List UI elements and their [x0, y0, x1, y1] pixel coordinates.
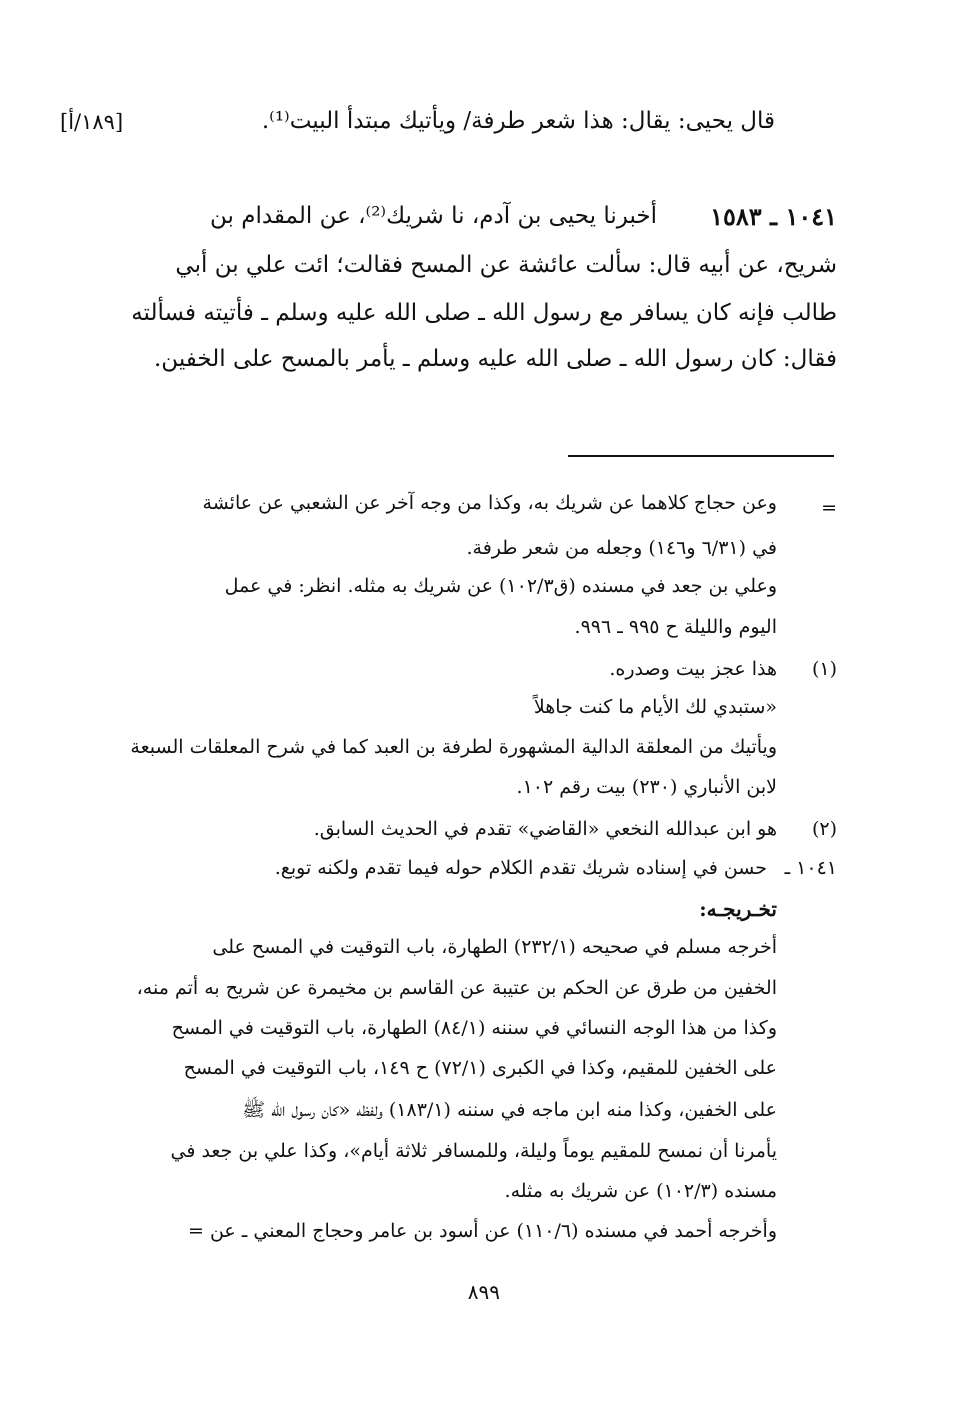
page-number: ٨٩٩: [467, 1280, 500, 1304]
continuation-line-3: وعلي بن جعد في مسنده (ق١٠٢/٣) عن شريك به مثله. انظر: في عمل: [224, 575, 777, 597]
takhrij-line-8: وأخرجه أحمد في مسنده (١١٠/٦) عن أسود بن عامر وحجاج المعني ـ عن =: [187, 1220, 777, 1242]
footnote-1-line-1: هذا عجز بيت وصدره.: [609, 658, 777, 680]
hadith-line-1: أخبرنا يحيى بن آدم، نا شريك⁽²⁾، عن المقدام بن: [210, 203, 657, 229]
hadith-line-4: فقال: كان رسول الله ـ صلى الله عليه وسلم ـ يأمر بالمسح على الخفين.: [154, 346, 837, 372]
takhrij-heading: تخـريجـه:: [699, 897, 777, 921]
footnote-1-line-4: لابن الأنباري (٢٣٠) بيت رقم ١٠٢.: [516, 776, 777, 798]
takhrij-line-5: على الخفين، وكذا منه ابن ماجه في سننه (١٨٣/١) ولفظه «كان رسول الله ﷺ: [242, 1099, 777, 1121]
footnote-separator: [568, 455, 834, 457]
running-header: قال يحيى: يقال: هذا شعر طرفة/ ويأتيك مبتدأ البيت⁽¹⁾.: [261, 108, 775, 134]
footnote-1-line-2: «ستبدي لك الأيام ما كنت جاهلاً: [533, 696, 777, 718]
footnote-2-text: هو ابن عبدالله النخعي «القاضي» تقدم في الحديث السابق.: [313, 818, 777, 840]
grading-text: حسن في إسناده شريك تقدم الكلام حوله فيما تقدم ولكنه توبع.: [274, 857, 767, 879]
takhrij-line-4: على الخفين للمقيم، وكذا في الكبرى (٧٢/١) ح ١٤٩، باب التوقيت في المسح: [183, 1057, 777, 1079]
hadith-number: ١٠٤١ ـ ١٥٨٣: [710, 202, 837, 231]
continuation-line-4: اليوم والليلة ح ٩٩٥ ـ ٩٩٦.: [574, 616, 777, 638]
takhrij-line-3: وكذا من هذا الوجه النسائي في سننه (٨٤/١) الطهارة، باب التوقيت في المسح: [171, 1017, 777, 1039]
continuation-marker: =: [821, 497, 837, 519]
continuation-line-2: في (٦/٣١ و١٤٦) وجعله من شعر طرفة.: [466, 537, 777, 559]
takhrij-line-1: أخرجه مسلم في صحيحه (٢٣٢/١) الطهارة، باب التوقيت في المسح على: [212, 936, 777, 958]
takhrij-line-7: مسنده (١٠٢/٣) عن شريك به مثله.: [504, 1180, 777, 1202]
footnote-1-line-3: ويأتيك من المعلقة الدالية المشهورة لطرفة بن العبد كما في شرح المعلقات السبعة: [130, 736, 777, 758]
grading-number: ١٠٤١ ـ: [784, 857, 837, 879]
footnote-2-marker: (٢): [811, 818, 837, 840]
footnote-1-marker: (١): [811, 658, 837, 680]
hadith-line-2: شريح، عن أبيه قال: سألت عائشة عن المسح فقالت؛ ائت علي بن أبي: [175, 252, 837, 278]
continuation-line-1: وعن حجاج كلاهما عن شريك به، وكذا من وجه آخر عن الشعبي عن عائشة: [202, 492, 777, 514]
takhrij-line-2: الخفين من طرق عن الحكم بن عتيبة عن القاسم بن مخيمرة عن شريح به أتم منه،: [136, 977, 777, 999]
folio-reference: [١٨٩/أ]: [60, 110, 124, 134]
takhrij-line-6: يأمرنا أن نمسح للمقيم يوماً وليلة، وللمسافر ثلاثة أيام»، وكذا علي بن جعد في: [170, 1140, 777, 1162]
hadith-line-3: طالب فإنه كان يسافر مع رسول الله ـ صلى الله عليه وسلم ـ فأتيته فسألته: [131, 300, 837, 326]
